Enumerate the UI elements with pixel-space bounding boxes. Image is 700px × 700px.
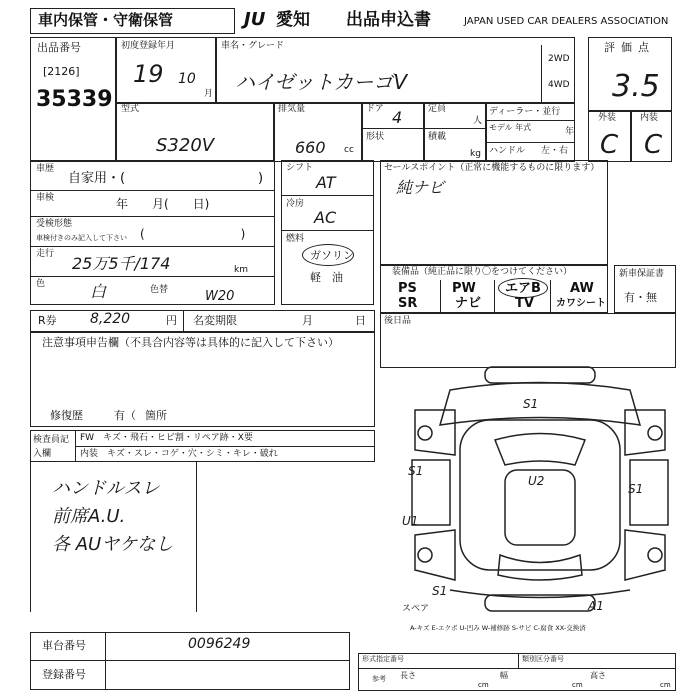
equip-tv: TV — [515, 296, 534, 311]
interior-row: 内装 キズ・スレ・コゲ・穴・シミ・キレ・破れ — [80, 449, 278, 459]
insurance-label: 名変期限 — [193, 314, 237, 327]
airbag-circle — [498, 278, 548, 298]
inspection-label: 車検 — [36, 193, 55, 203]
repair-label: 修復歴 — [50, 409, 83, 422]
ref-label: 参考 — [372, 675, 386, 683]
lot-number: 35339 — [36, 87, 113, 112]
displacement-unit: cc — [344, 145, 354, 155]
grade-ext-label: 外装 — [598, 113, 617, 123]
handle-label: ハンドル — [489, 146, 526, 156]
grade-int-value: C — [644, 130, 663, 160]
capacity-unit: 人 — [473, 116, 483, 126]
selling-box — [380, 160, 608, 265]
notes-label: 注意事項申告欄（不具合内容等は具体的に記入して下さい） — [42, 336, 339, 349]
model-value: ハイゼットカーゴV — [235, 70, 408, 94]
height-label: 高さ — [590, 671, 606, 680]
receive-value: ( ) — [140, 227, 246, 241]
model-year-label: モデル 年式 — [489, 123, 532, 132]
history-close: ) — [258, 171, 264, 186]
registration-month: 10 — [178, 71, 196, 87]
warranty-options: 有・無 — [624, 291, 657, 304]
doors-shape-label: 形状 — [366, 132, 385, 142]
cm-unit-1: cm — [478, 681, 489, 689]
dealer-label: ディーラー・並行 — [489, 107, 561, 117]
type-label: 型式 — [121, 104, 140, 114]
length-label: 長さ — [400, 671, 416, 680]
equip-pw: PW — [452, 281, 476, 296]
doors-value: 4 — [392, 108, 403, 127]
displacement-value: 660 — [295, 138, 326, 157]
fuel-circle — [302, 244, 354, 266]
cm-unit-2: cm — [572, 681, 583, 689]
handwritten-note-3: 各 AUヤケなし — [52, 534, 174, 555]
brand-pref: 愛知 — [276, 10, 310, 30]
grade-label: 評価点 — [604, 41, 655, 54]
history-label: 車歴 — [36, 164, 55, 174]
recycle-value: 8,220 — [90, 311, 131, 327]
afterday-box — [380, 313, 676, 368]
mileage-label: 走行 — [36, 249, 55, 259]
recycle-label: R券 — [38, 314, 57, 327]
damage-mark-7: A1 — [588, 599, 604, 613]
model-label: 車名・グレード — [221, 41, 285, 51]
grade-int-label: 内装 — [640, 113, 659, 123]
drive-2wd: 2WD — [548, 54, 570, 64]
lot-sub: [2126] — [43, 65, 80, 78]
mileage-unit: km — [234, 265, 248, 275]
inspector-label: 検査員記入欄 — [33, 435, 70, 459]
handwritten-note-1: ハンドルスレ — [52, 478, 160, 499]
repair-value: 有（ — [114, 409, 136, 422]
association-name: JAPAN USED CAR DEALERS ASSOCIATION — [464, 16, 669, 27]
damage-mark-6: S1 — [432, 584, 448, 598]
damage-mark-5: S1 — [628, 482, 644, 496]
equip-aw: AW — [570, 281, 594, 296]
mileage-value: 25万5千/174 — [72, 254, 171, 273]
equip-airbag: エアB — [505, 281, 541, 296]
receive-note: 車検付きのみ記入して下さい — [36, 234, 127, 242]
handwritten-note-2: 前席A.U. — [52, 506, 126, 527]
registration-year: 19 — [133, 60, 164, 88]
shift-value: AT — [316, 173, 336, 192]
color-label: 色 — [36, 279, 46, 289]
registration-month-unit: 月 — [204, 89, 214, 99]
lot-label: 出品番号 — [37, 41, 81, 54]
damage-mark-3: S1 — [408, 464, 424, 478]
damage-mark-1: S1 — [523, 397, 539, 411]
inspection-value: 年 月( 日) — [116, 197, 210, 211]
color-value: 白 — [90, 282, 107, 301]
drive-4wd: 4WD — [548, 80, 570, 90]
color-code: W20 — [205, 289, 235, 304]
insurance-day: 日 — [355, 314, 366, 327]
history-value: 自家用・( — [68, 171, 126, 186]
registration-label: 初度登録年月 — [121, 41, 176, 51]
displacement-label: 排気量 — [278, 104, 306, 114]
class-no-label: 類別区分番号 — [522, 655, 564, 663]
warranty-label: 新車保証書 — [619, 269, 665, 279]
selling-label: セールスポイント（正常に機能するものに限ります） — [384, 163, 600, 173]
ac-label: 冷房 — [286, 199, 305, 209]
capacity-label: 定員 — [428, 104, 447, 114]
doors-label: ドア — [366, 104, 384, 114]
load-label: 積載 — [428, 132, 447, 142]
chassis-value: 0096249 — [188, 636, 251, 652]
grade-value: 3.5 — [612, 69, 660, 104]
afterday-label: 後日品 — [384, 316, 412, 326]
selling-value: 純ナビ — [396, 178, 445, 197]
plate-label: 登録番号 — [42, 668, 86, 681]
insurance-month: 月 — [302, 314, 313, 327]
damage-legend: A-キズ E-エクボ U-凹み W-補修跡 S-サビ C-腐食 XX-交換済 — [410, 624, 586, 632]
equipment-label: 装備品（純正品に限り〇をつけてください） — [392, 267, 573, 277]
handle-options: 左・右 — [541, 146, 569, 156]
cm-unit-3: cm — [660, 681, 671, 689]
equip-navi: ナビ — [455, 296, 482, 311]
receive-label: 受検形態 — [36, 219, 73, 229]
width-label: 幅 — [500, 671, 508, 680]
fw-row: FW キズ・飛石・ヒビ割・リペア跡・X要 — [80, 433, 253, 443]
form-title: 出品申込書 — [346, 10, 431, 30]
type-value: S320V — [156, 135, 215, 156]
ac-value: AC — [314, 208, 337, 227]
equip-seat: カワシート — [556, 298, 606, 309]
repaint-label: 色替 — [150, 285, 169, 295]
equip-sr: SR — [398, 296, 418, 311]
repair-end: 箇所 — [145, 409, 167, 422]
fuel-label: 燃料 — [286, 234, 305, 244]
storage-label: 車内保管・守衛保管 — [38, 11, 174, 29]
grade-ext-value: C — [600, 130, 619, 160]
recycle-unit: 円 — [166, 314, 177, 327]
spare-label: スペア — [402, 604, 430, 614]
fuel-diesel: 軽 油 — [310, 271, 343, 284]
fuel-gasoline: ガソリン — [310, 249, 354, 262]
shift-label: シフト — [286, 163, 314, 173]
damage-mark-2: U2 — [528, 474, 545, 488]
damage-mark-4: U1 — [402, 514, 419, 528]
load-unit: kg — [470, 149, 481, 159]
equip-ps: PS — [398, 281, 417, 296]
model-year-unit: 年 — [565, 127, 575, 137]
chassis-label: 車台番号 — [42, 639, 86, 652]
spec-no-label: 形式指定番号 — [362, 655, 404, 663]
brand-mark: JU — [244, 9, 266, 30]
